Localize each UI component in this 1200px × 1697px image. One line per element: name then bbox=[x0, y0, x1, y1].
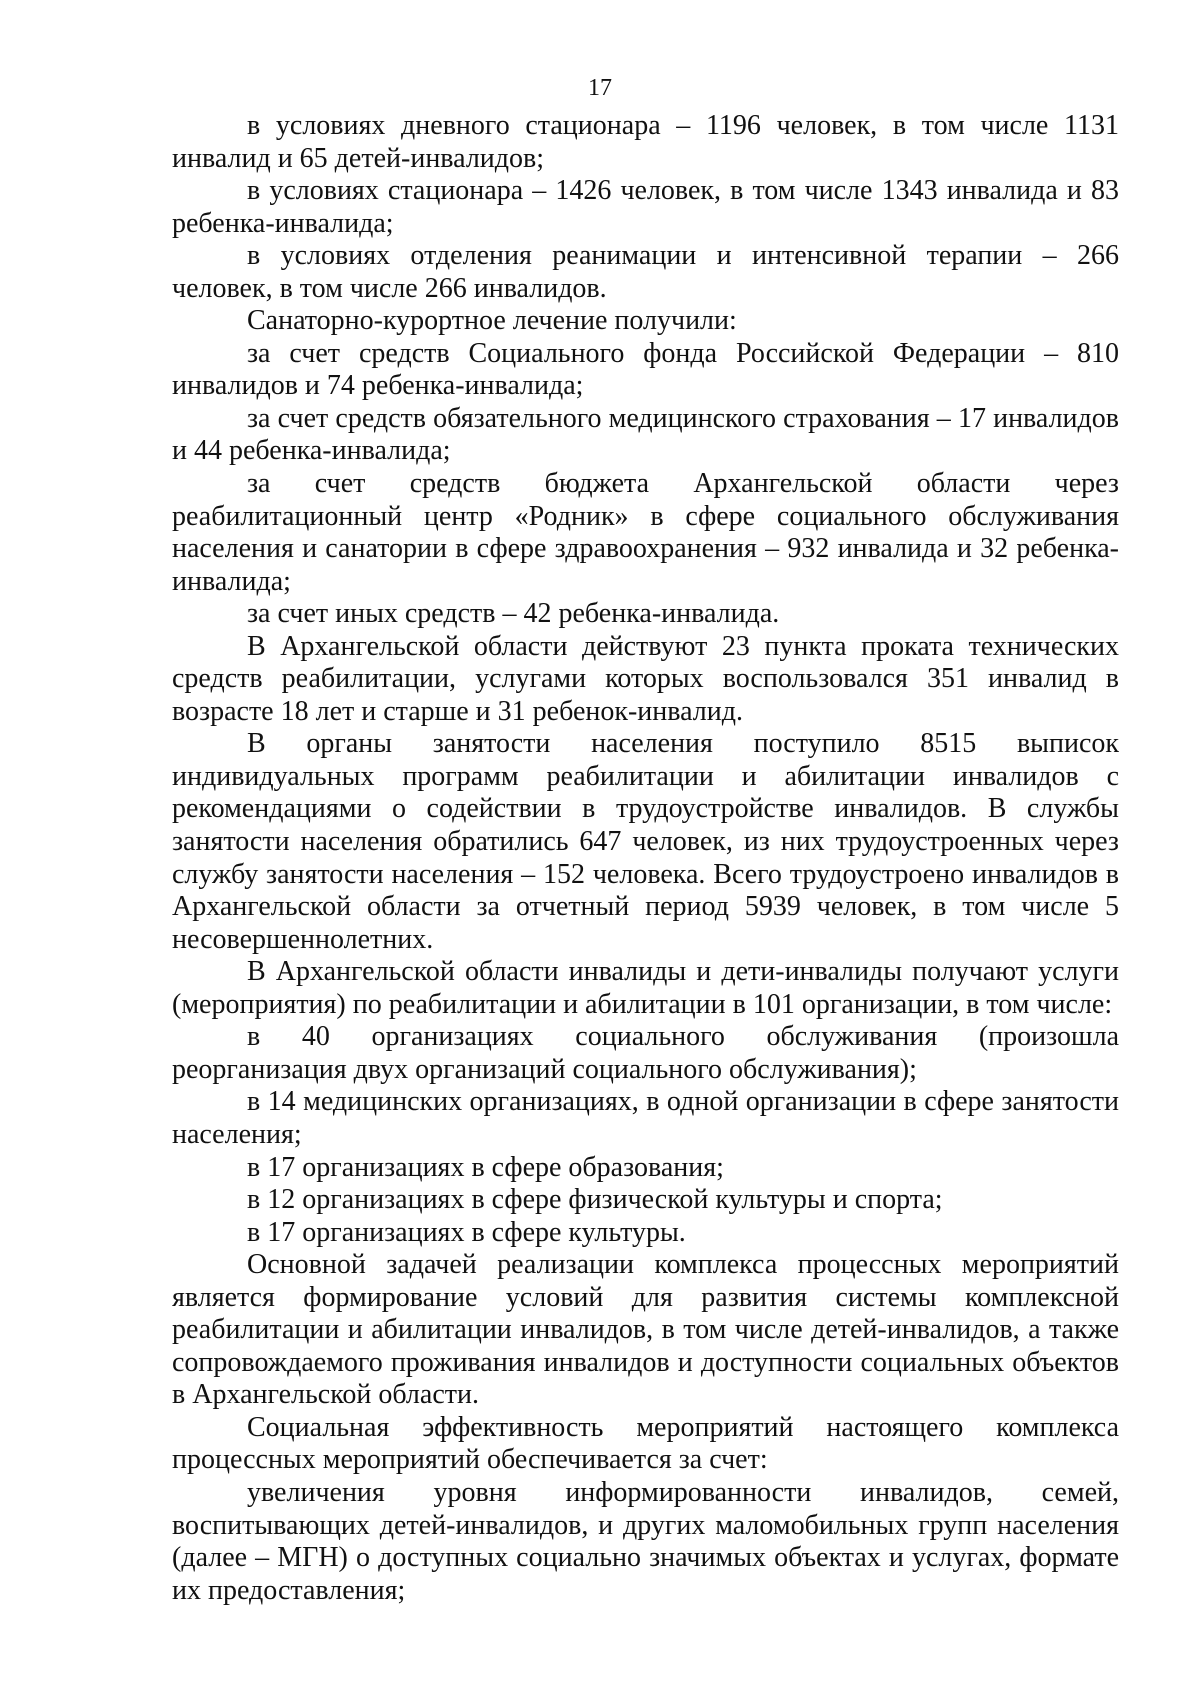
paragraph-organizations: В Архангельской области инвалиды и дети-инвалиды получают услуги (мероприятия) по реабилитации и абилитации в 101 организации, в том числе: bbox=[172, 956, 1119, 1020]
paragraph-main-goal: Основной задачей реализации комплекса процессных мероприятий является формирование условий для развития системы комплексной реабилитации и абилитации инвалидов, в том числе детей-инвалидов, а также сопровождаемого проживания инвалидов и доступности социальных объектов в Архангельской области. bbox=[172, 1249, 1119, 1411]
paragraph-awareness: увеличения уровня информированности инвалидов, семей, воспитывающих детей-инвалидов, и других маломобильных групп населения (далее – МГН) о доступных социально значимых объектах и услугах, формате их предоставления; bbox=[172, 1476, 1119, 1606]
paragraph-medical-insurance: за счет средств обязательного медицинского страхования – 17 инвалидов и 44 ребенка-инвалида; bbox=[172, 402, 1119, 467]
paragraph-rental-points: В Архангельской области действуют 23 пункта проката технических средств реабилитации, услугами которых воспользовался 351 инвалид в возрасте 18 лет и старше и 31 ребенок-инвалид. bbox=[172, 630, 1119, 727]
paragraph-other-funds: за счет иных средств – 42 ребенка-инвалида. bbox=[247, 598, 780, 630]
paragraph-hospital: в условиях стационара – 1426 человек, в том числе 1343 инвалида и 83 ребенка-инвалида; bbox=[172, 175, 1119, 239]
paragraph-social-service-orgs: в 40 организациях социального обслуживания (произошла реорганизация двух организаций социального обслуживания); bbox=[172, 1021, 1119, 1085]
paragraph-day-hospital: в условиях дневного стационара – 1196 человек, в том числе 1131 инвалид и 65 детей-инвалидов; bbox=[172, 110, 1119, 174]
paragraph-employment: В органы занятости населения поступило 8515 выписок индивидуальных программ реабилитации и абилитации инвалидов с рекомендациями о содействии в трудоустройстве инвалидов. В службы занятости населения обратились 647 человек, из них трудоустроенных через службу занятости населения – 152 человека. Всего трудоустроено инвалидов в Архангельской области за отчетный период 5939 человек, в том числе 5 несовершеннолетних. bbox=[172, 728, 1119, 955]
paragraph-sport-orgs: в 12 организациях в сфере физической культуры и спорта; bbox=[247, 1184, 943, 1216]
paragraph-sanatorium-intro: Санаторно-курортное лечение получили: bbox=[247, 305, 737, 337]
paragraph-regional-budget: за счет средств бюджета Архангельской области через реабилитационный центр «Родник» в сфере социального обслуживания населения и санатории в сфере здравоохранения – 932 инвалида и 32 ребенка-инвалида; bbox=[172, 468, 1119, 597]
document-body bbox=[172, 110, 1119, 1607]
paragraph-medical-orgs: в 14 медицинских организациях, в одной организации в сфере занятости населения; bbox=[172, 1086, 1119, 1150]
paragraph-social-efficiency: Социальная эффективность мероприятий настоящего комплекса процессных мероприятий обеспечивается за счет: bbox=[172, 1411, 1119, 1476]
paragraph-intensive-care: в условиях отделения реанимации и интенсивной терапии – 266 человек, в том числе 266 инвалидов. bbox=[172, 240, 1119, 304]
paragraph-social-fund: за счет средств Социального фонда Российской Федерации – 810 инвалидов и 74 ребенка-инвалида; bbox=[172, 337, 1119, 402]
paragraph-education-orgs: в 17 организациях в сфере образования; bbox=[247, 1151, 724, 1183]
paragraph-culture-orgs: в 17 организациях в сфере культуры. bbox=[247, 1216, 686, 1248]
page-number: 17 bbox=[588, 75, 612, 101]
